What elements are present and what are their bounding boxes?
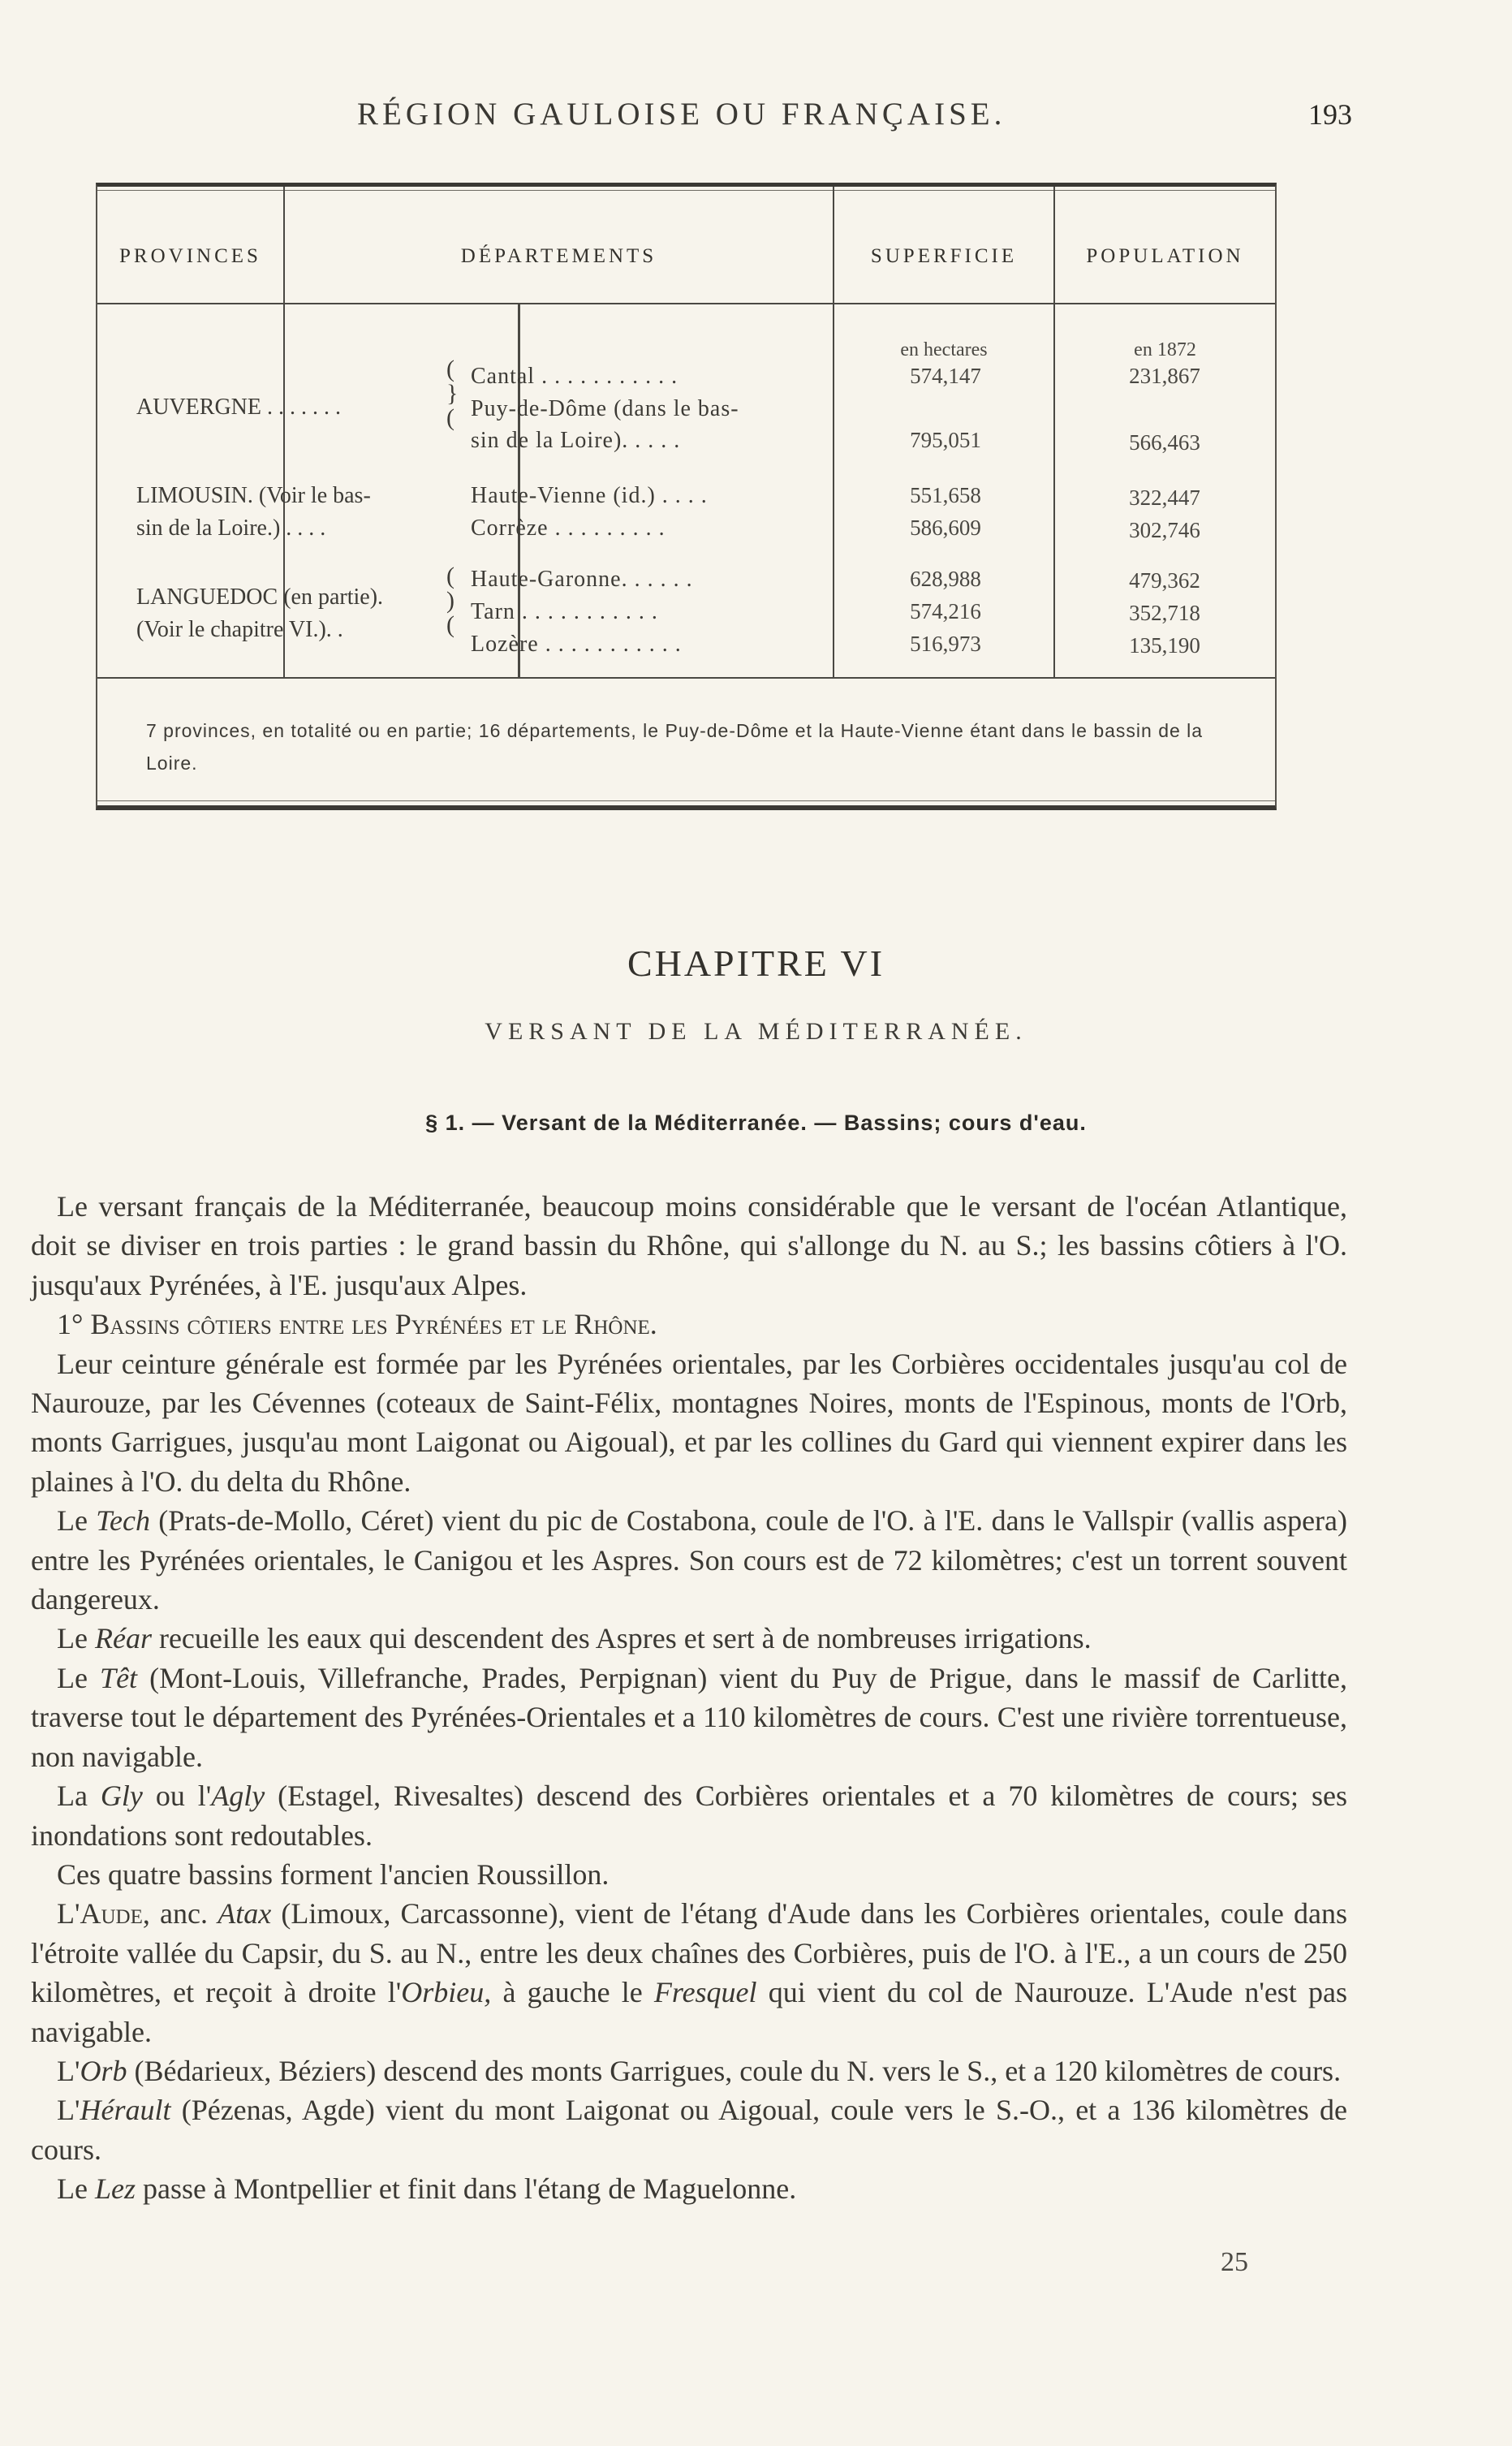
paragraph-gly: La Gly ou l'Agly (Estagel, Rivesaltes) descend des Corbières orientales et a 70 kilomètres de cours; ses inondations sont redoutables. (31, 1779, 1347, 1852)
paragraph: Ces quatre bassins forment l'ancien Roussillon. (57, 1857, 610, 1891)
subsection-heading: 1° Bassins côtiers entre les Pyrénées et le Rhône. (57, 1308, 657, 1341)
area-cantal: 574,147 (910, 364, 981, 388)
brace: ( ) ( (446, 563, 454, 638)
department-tarn: Tarn . . . . . . . . . . . (471, 599, 658, 624)
population-correze: 302,746 (1129, 518, 1200, 542)
body-text (31, 1187, 1347, 2209)
department-haute-vienne: Haute-Vienne (id.) . . . . (471, 483, 708, 508)
province-auvergne: AUVERGNE . . . . . . . (136, 395, 341, 420)
unit-population: en 1872 (1134, 339, 1196, 360)
population-haute-vienne: 322,447 (1129, 485, 1200, 510)
area-lozere: 516,973 (910, 632, 981, 656)
river-name: Orb (80, 2054, 127, 2087)
river-name: Têt (100, 1661, 138, 1694)
province-limousin-cont: sin de la Loire.) . . . . (136, 516, 326, 541)
header-population: POPULATION (1086, 245, 1244, 267)
paragraph-aude: L'Aude, anc. Atax (Limoux, Carcassonne), vient de l'étang d'Aude dans les Corbières orientales, coule dans l'étroite vallée du Capsir, du S. au N., entre les deux chaînes des Corbières, puis de l'O. à l'E., a un cours de 250 kilomètres, et reçoit à droite l'Orbieu, à gauche le Fresquel qui vient du col de Naurouze. L'Aude n'est pas navigable. (31, 1897, 1347, 2048)
province-limousin: LIMOUSIN. (Voir le bas- (136, 483, 371, 508)
department-cantal: Cantal . . . . . . . . . . . (471, 364, 678, 389)
population-tarn: 352,718 (1129, 601, 1200, 625)
area-haute-vienne: 551,658 (910, 483, 981, 507)
unit-area: en hectares (900, 339, 988, 360)
paragraph-tet: Le Têt (Mont-Louis, Villefranche, Prades, Perpignan) vient du Puy de Prigue, dans le massif de Carlitte, traverse tout le département des Pyrénées-Orientales et a 110 kilomètres de cours. C'est une rivière torrentueuse, non navigable. (31, 1661, 1347, 1773)
footer-rule (97, 677, 1275, 679)
province-languedoc-cont: (Voir le chapitre VI.). . (136, 617, 343, 642)
paragraph: Leur ceinture générale est formée par les Pyrénées orientales, par les Corbières occidentales jusqu'au col de Naurouze, par les Cévennes (coteaux de Saint-Félix, montagnes Noires, monts de l'Espinous, monts de l'Orb, monts Garrigues, jusqu'au mont Laigonat ou Aigoual), et par les collines du Gard qui viennent expirer dans les plaines à l'O. du delta du Rhône. (31, 1347, 1347, 1498)
area-haute-garonne: 628,988 (910, 567, 981, 591)
river-name: Aude (80, 1897, 143, 1930)
population-lozere: 135,190 (1129, 633, 1200, 658)
signature-mark: 25 (1221, 2247, 1248, 2277)
population-cantal: 231,867 (1129, 364, 1200, 388)
department-lozere: Lozère . . . . . . . . . . . (471, 632, 682, 657)
area-puy-de-dome: 795,051 (910, 428, 981, 452)
river-name: Tech (96, 1504, 150, 1538)
river-name: Hérault (80, 2094, 171, 2127)
river-name: Agly (211, 1779, 265, 1813)
running-header (0, 96, 1512, 145)
area-tarn: 574,216 (910, 599, 981, 623)
population-haute-garonne: 479,362 (1129, 568, 1200, 593)
river-name: Gly (100, 1779, 143, 1813)
header-rule (97, 303, 1275, 304)
population-puy-de-dome: 566,463 (1129, 430, 1200, 455)
paragraph: Le versant français de la Méditerranée, beaucoup moins considérable que le versant de l'océan Atlantique, doit se diviser en trois parties : le grand bassin du Rhône, qui s'allonge du N. au S.; les bassins côtiers à l'O. jusqu'aux Pyrénées, à l'E. jusqu'aux Alpes. (31, 1190, 1347, 1301)
header-provinces: PROVINCES (119, 245, 261, 267)
brace: ( } ( (446, 356, 459, 431)
header-departements: DÉPARTEMENTS (460, 245, 657, 267)
river-name: Orbieu, (401, 1976, 492, 2009)
statistics-table (96, 183, 1277, 810)
paragraph-herault: L'Hérault (Pézenas, Agde) vient du mont Laigonat ou Aigoual, coule vers le S.-O., et a 136 kilomètres de cours. (31, 2094, 1347, 2166)
section-heading: § 1. — Versant de la Méditerranée. — Bassins; cours d'eau. (425, 1111, 1087, 1135)
header-superficie: SUPERFICIE (870, 245, 1018, 267)
chapter-title: CHAPITRE VI (627, 943, 885, 984)
paragraph-rear: Le Réar recueille les eaux qui descendent des Aspres et sert à de nombreuses irrigations. (57, 1622, 1092, 1655)
department-haute-garonne: Haute-Garonne. . . . . . (471, 567, 693, 592)
table-footnote: 7 provinces, en totalité ou en partie; 16 départements, le Puy-de-Dôme et la Haute-Vienne étant dans le bassin de la Loire. (146, 720, 1204, 774)
page-number: 193 (1308, 98, 1352, 131)
chapter-subtitle: VERSANT DE LA MÉDITERRANÉE. (485, 1018, 1027, 1045)
department-puy-de-dome: Puy-de-Dôme (dans le bas- (471, 396, 739, 421)
paragraph-orb: L'Orb (Bédarieux, Béziers) descend des monts Garrigues, coule du N. vers le S., et a 120 kilomètres de cours. (57, 2054, 1342, 2087)
area-correze: 586,609 (910, 516, 981, 540)
running-title: RÉGION GAULOISE OU FRANÇAISE. (357, 97, 1006, 132)
river-name: Réar (94, 1622, 152, 1655)
department-puy-de-dome-cont: sin de la Loire). . . . . (471, 428, 681, 453)
river-name: Atax (218, 1897, 272, 1930)
department-correze: Corrèze . . . . . . . . . (471, 516, 666, 541)
province-languedoc: LANGUEDOC (en partie). (136, 585, 384, 610)
river-name: Fresquel (653, 1976, 757, 2009)
paragraph-lez: Le Lez passe à Montpellier et finit dans l'étang de Maguelonne. (57, 2172, 797, 2206)
river-name: Lez (94, 2172, 136, 2206)
paragraph-tech: Le Tech (Prats-de-Mollo, Céret) vient du pic de Costabona, coule de l'O. à l'E. dans le Vallspir (vallis aspera) entre les Pyrénées orientales, le Canigou et les Aspres. Son cours est de 72 kilomètres; c'est un torrent souvent dangereux. (31, 1504, 1348, 1616)
